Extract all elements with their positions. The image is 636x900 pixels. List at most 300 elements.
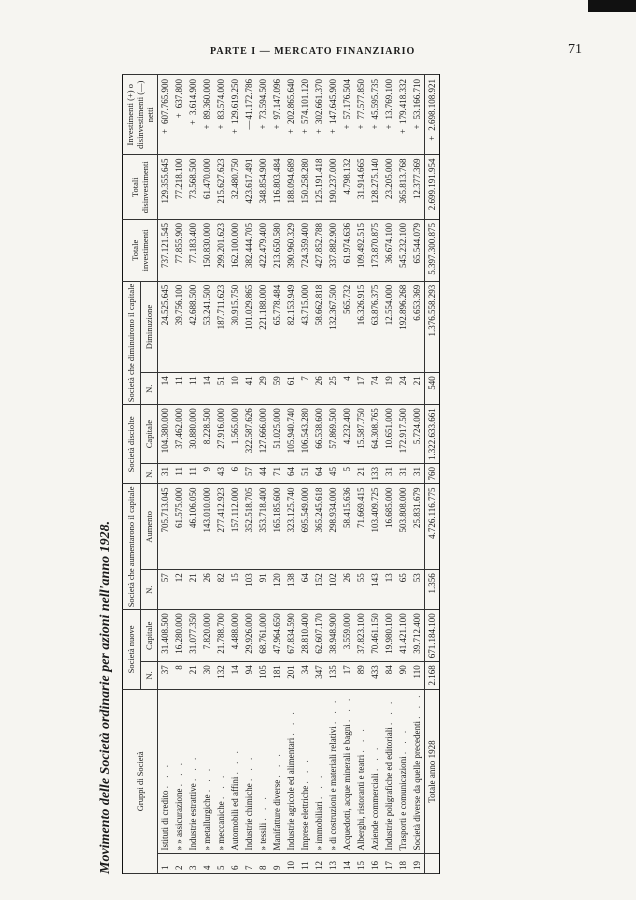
cell-total-disinvestments: 188.094.689 — [284, 155, 298, 220]
cell-new-count: 34 — [298, 662, 312, 689]
cell-increase-count: 21 — [186, 570, 200, 610]
cell-increase-count: 26 — [200, 570, 214, 610]
row-index: 12 — [312, 854, 326, 874]
net-sign: + — [286, 128, 296, 134]
net-sign: + — [384, 124, 394, 130]
cell-increase-count: 91 — [256, 570, 270, 610]
row-index: 17 — [382, 854, 396, 874]
cell-total-investments: 299.201.623 — [214, 219, 228, 281]
row-group-name: Trasporti e comunicazioni . . . — [396, 689, 410, 854]
cell-decrease-amount: 30.915.750 — [228, 281, 242, 373]
cell-new-capital: 62.607.170 — [312, 610, 326, 662]
col-header-groups: Gruppi di Società — [123, 689, 158, 873]
cell-decrease-count: 14 — [158, 373, 173, 405]
table-row — [340, 75, 354, 874]
cell-decrease-count: 7 — [298, 373, 312, 405]
cell-new-capital: 31.408.500 — [158, 610, 173, 662]
cell-new-count: 30 — [200, 662, 214, 689]
row-group-name: Automobili ed affini . . . — [228, 689, 242, 854]
cell-increase-amount: 71.669.415 — [354, 484, 368, 570]
row-group-name: » di costruzioni e materiali relativi . . . — [326, 689, 340, 854]
cell-total-investments: 173.870.875 — [368, 219, 382, 281]
cell-new-capital: 41.421.100 — [396, 610, 410, 662]
table-row — [256, 75, 270, 874]
sub-header-increase: Aumento — [140, 484, 158, 570]
cell-total-investments: 162.100.000 — [228, 219, 242, 281]
table-row — [186, 75, 200, 874]
cell-total-investments: 545.232.100 — [396, 219, 410, 281]
cell-dissolved-capital: 30.880.000 — [186, 405, 200, 464]
cell-decrease-count: 10 — [228, 373, 242, 405]
running-header: PARTE I — MERCATO FINANZIARIO — [210, 46, 416, 57]
cell-decrease-count: 21 — [410, 373, 425, 405]
total-increase-count: 1.356 — [425, 570, 440, 610]
cell-decrease-amount: 82.153.949 — [284, 281, 298, 373]
cell-total-disinvestments: 423.617.491 — [242, 155, 256, 220]
cell-dissolved-capital: 127.666.000 — [256, 405, 270, 464]
cell-decrease-count: 51 — [214, 373, 228, 405]
cell-new-count: 21 — [186, 662, 200, 689]
cell-new-capital: 70.461.150 — [368, 610, 382, 662]
cell-increase-amount: 25.831.679 — [410, 484, 425, 570]
row-group-name: » immobiliari . . . — [312, 689, 326, 854]
cell-increase-count: 55 — [354, 570, 368, 610]
cell-decrease-amount: 24.525.645 — [158, 281, 173, 373]
total-total-investments: 5.397.300.875 — [425, 219, 440, 281]
row-index: 10 — [284, 854, 298, 874]
cell-decrease-amount: 101.029.865 — [242, 281, 256, 373]
cell-increase-amount: 157.112.000 — [228, 484, 242, 570]
cell-increase-count: 120 — [270, 570, 284, 610]
total-net: +2.698.108.921 — [425, 75, 440, 155]
cell-net: +607.765.900 — [158, 75, 173, 155]
cell-net: +147.645.900 — [326, 75, 340, 155]
cell-new-count: 94 — [242, 662, 256, 689]
net-sign: + — [398, 128, 408, 134]
cell-total-disinvestments: 61.470.000 — [200, 155, 214, 220]
total-decrease-amount: 1.376.558.293 — [425, 281, 440, 373]
total-new-count: 2.168 — [425, 662, 440, 689]
total-decrease-count: 540 — [425, 373, 440, 405]
cell-new-capital: 19.980.100 — [382, 610, 396, 662]
row-index: 5 — [214, 854, 228, 874]
cell-total-disinvestments: 12.377.369 — [410, 155, 425, 220]
cell-total-disinvestments: 73.568.500 — [186, 155, 200, 220]
cell-total-disinvestments: 129.355.645 — [158, 155, 173, 220]
cell-net: +77.577.850 — [354, 75, 368, 155]
cell-total-disinvestments: 32.480.750 — [228, 155, 242, 220]
cell-total-disinvestments: 150.258.280 — [298, 155, 312, 220]
cell-total-investments: 427.852.788 — [312, 219, 326, 281]
row-index: 1 — [158, 854, 173, 874]
cell-dissolved-count: 31 — [158, 463, 173, 484]
table-row — [382, 75, 396, 874]
table-row — [228, 75, 242, 874]
cell-dissolved-count: 64 — [284, 463, 298, 484]
row-group-name: Industrie estrattive . . . — [186, 689, 200, 854]
net-sign: + — [216, 124, 226, 130]
table-row — [396, 75, 410, 874]
table-row — [326, 75, 340, 874]
cell-new-count: 17 — [340, 662, 354, 689]
cell-new-count: 8 — [172, 662, 186, 689]
row-index: 19 — [410, 854, 425, 874]
table-total-row — [425, 75, 440, 874]
net-sign: + — [272, 124, 282, 130]
cell-total-investments: 109.492.515 — [354, 219, 368, 281]
cell-net: +89.360.000 — [200, 75, 214, 155]
cell-increase-count: 65 — [396, 570, 410, 610]
col-header-dissolved: Società disciolte — [123, 405, 141, 484]
table-row — [158, 75, 173, 874]
row-group-name: Manifatture diverse . . . — [270, 689, 284, 854]
cell-decrease-count: 26 — [312, 373, 326, 405]
row-index: 7 — [242, 854, 256, 874]
cell-dissolved-count: 31 — [382, 463, 396, 484]
row-index: 16 — [368, 854, 382, 874]
cell-new-capital: 68.761.000 — [256, 610, 270, 662]
cell-total-investments: 77.183.400 — [186, 219, 200, 281]
row-group-name: Alberghi, ristoranti e teatri . . . — [354, 689, 368, 854]
cell-dissolved-count: 133 — [368, 463, 382, 484]
row-group-name: » » assicurazione . . . — [172, 689, 186, 854]
cell-increase-amount: 353.718.400 — [256, 484, 270, 570]
cell-dissolved-count: 11 — [186, 463, 200, 484]
row-group-name: Industrie poligrafiche ed editoriali . . . — [382, 689, 396, 854]
table-row — [312, 75, 326, 874]
cell-dissolved-count: 31 — [396, 463, 410, 484]
cell-dissolved-count: 21 — [354, 463, 368, 484]
cell-decrease-count: 24 — [396, 373, 410, 405]
cell-total-disinvestments: 190.237.000 — [326, 155, 340, 220]
cell-decrease-count: 19 — [382, 373, 396, 405]
cell-dissolved-count: 5 — [340, 463, 354, 484]
net-sign: + — [412, 124, 422, 130]
net-sign: + — [300, 128, 310, 134]
cell-increase-amount: 103.409.725 — [368, 484, 382, 570]
row-group-name: Industrie chimiche . . . — [242, 689, 256, 854]
total-dissolved-capital: 1.322.633.661 — [425, 405, 440, 464]
cell-decrease-amount: 53.241.500 — [200, 281, 214, 373]
cell-new-capital: 3.559.000 — [340, 610, 354, 662]
row-group-name: Aziende commerciali . . . — [368, 689, 382, 854]
cell-new-capital: 37.823.100 — [354, 610, 368, 662]
cell-increase-count: 15 — [228, 570, 242, 610]
row-group-name: Industrie agricole ed alimentari . . . — [284, 689, 298, 854]
cell-net: +57.176.504 — [340, 75, 354, 155]
cell-net: +53.166.710 — [410, 75, 425, 155]
cell-increase-count: 143 — [368, 570, 382, 610]
cell-total-investments: 150.830.000 — [200, 219, 214, 281]
cell-increase-amount: 352.518.705 — [242, 484, 256, 570]
cell-new-count: 89 — [354, 662, 368, 689]
cell-total-disinvestments: 125.191.418 — [312, 155, 326, 220]
cell-total-investments: 737.121.545 — [158, 219, 173, 281]
cell-decrease-count: 29 — [256, 373, 270, 405]
cell-new-count: 135 — [326, 662, 340, 689]
cell-decrease-count: 59 — [270, 373, 284, 405]
cell-decrease-amount: 221.188.000 — [256, 281, 270, 373]
cell-increase-amount: 298.934.000 — [326, 484, 340, 570]
cell-dissolved-capital: 105.940.740 — [284, 405, 298, 464]
net-sign: + — [160, 128, 170, 134]
row-index: 11 — [298, 854, 312, 874]
row-index: 14 — [340, 854, 354, 874]
cell-total-disinvestments: 77.218.100 — [172, 155, 186, 220]
rotated-table-block — [98, 74, 592, 874]
cell-dissolved-count: 6 — [228, 463, 242, 484]
cell-total-investments: 422.479.400 — [256, 219, 270, 281]
row-index: 9 — [270, 854, 284, 874]
net-sign: + — [370, 124, 380, 130]
sub-header-decrease: Diminuzione — [140, 281, 158, 373]
cell-dissolved-capital: 106.543.280 — [298, 405, 312, 464]
cell-dissolved-capital: 322.587.626 — [242, 405, 256, 464]
cell-net: +13.769.100 — [382, 75, 396, 155]
cell-new-capital: 16.280.000 — [172, 610, 186, 662]
col-header-total-disinv: Totali disinvestimenti — [123, 155, 158, 220]
cell-net: +302.661.370 — [312, 75, 326, 155]
cell-decrease-count: 61 — [284, 373, 298, 405]
cell-decrease-amount: 42.688.500 — [186, 281, 200, 373]
cell-total-investments: 61.974.636 — [340, 219, 354, 281]
table-row — [284, 75, 298, 874]
cell-new-count: 14 — [228, 662, 242, 689]
col-header-net: Investimenti (+) o disinvestimenti (—) netti — [123, 75, 158, 155]
cell-decrease-amount: 63.876.375 — [368, 281, 382, 373]
net-sign: + — [342, 124, 352, 130]
cell-new-count: 37 — [158, 662, 173, 689]
row-index: 3 — [186, 854, 200, 874]
cell-increase-amount: 58.415.636 — [340, 484, 354, 570]
cell-new-count: 90 — [396, 662, 410, 689]
cell-new-capital: 28.810.400 — [298, 610, 312, 662]
row-index: 2 — [172, 854, 186, 874]
table-row — [214, 75, 228, 874]
cell-dissolved-capital: 4.232.400 — [340, 405, 354, 464]
cell-decrease-count: 41 — [242, 373, 256, 405]
cell-increase-count: 103 — [242, 570, 256, 610]
cell-dissolved-count: 11 — [172, 463, 186, 484]
row-group-name: Istituti di credito . . . — [158, 689, 173, 854]
cell-new-capital: 29.926.000 — [242, 610, 256, 662]
cell-decrease-count: 11 — [172, 373, 186, 405]
cell-new-capital: 47.964.650 — [270, 610, 284, 662]
cell-decrease-amount: 43.715.000 — [298, 281, 312, 373]
table-row — [298, 75, 312, 874]
cell-increase-amount: 323.125.740 — [284, 484, 298, 570]
cell-total-disinvestments: 215.627.623 — [214, 155, 228, 220]
cell-new-capital: 7.820.000 — [200, 610, 214, 662]
table-row — [172, 75, 186, 874]
cell-increase-amount: 165.185.600 — [270, 484, 284, 570]
cell-total-investments: 390.960.329 — [284, 219, 298, 281]
cell-dissolved-capital: 104.380.000 — [158, 405, 173, 464]
cell-net: +97.147.096 — [270, 75, 284, 155]
cell-dissolved-count: 43 — [214, 463, 228, 484]
cell-net: +574.101.120 — [298, 75, 312, 155]
cell-total-disinvestments: 31.914.665 — [354, 155, 368, 220]
cell-total-investments: 382.444.705 — [242, 219, 256, 281]
cell-net: —41.172.786 — [242, 75, 256, 155]
cell-new-count: 105 — [256, 662, 270, 689]
cell-new-capital: 38.948.900 — [326, 610, 340, 662]
cell-increase-count: 53 — [410, 570, 425, 610]
net-sign: + — [202, 124, 212, 130]
cell-dissolved-capital: 15.587.750 — [354, 405, 368, 464]
net-sign: + — [356, 124, 366, 130]
cell-increase-count: 102 — [326, 570, 340, 610]
cell-total-investments: 724.359.400 — [298, 219, 312, 281]
row-index: 8 — [256, 854, 270, 874]
cell-total-investments: 65.544.079 — [410, 219, 425, 281]
cell-new-count: 84 — [382, 662, 396, 689]
row-group-name: Imprese elettriche . . . — [298, 689, 312, 854]
cell-total-disinvestments: 128.275.140 — [368, 155, 382, 220]
cell-new-count: 132 — [214, 662, 228, 689]
cell-dissolved-capital: 27.916.000 — [214, 405, 228, 464]
col-header-new: Società nuove — [123, 610, 141, 689]
total-increase-amount: 4.726.116.775 — [425, 484, 440, 570]
net-sign: + — [328, 128, 338, 134]
cell-total-investments: 36.674.100 — [382, 219, 396, 281]
cell-dissolved-count: 9 — [200, 463, 214, 484]
sub-header-n: N. — [140, 662, 158, 689]
cell-dissolved-capital: 8.228.500 — [200, 405, 214, 464]
net-sign: + — [174, 113, 184, 119]
cell-net: +83.574.000 — [214, 75, 228, 155]
cell-new-capital: 31.077.350 — [186, 610, 200, 662]
cell-total-investments: 337.882.900 — [326, 219, 340, 281]
cell-decrease-amount: 187.711.623 — [214, 281, 228, 373]
cell-decrease-count: 4 — [340, 373, 354, 405]
cell-decrease-count: 74 — [368, 373, 382, 405]
cell-decrease-count: 17 — [354, 373, 368, 405]
cell-total-disinvestments: 4.798.132 — [340, 155, 354, 220]
cell-dissolved-count: 45 — [326, 463, 340, 484]
cell-new-count: 110 — [410, 662, 425, 689]
cell-increase-amount: 16.685.000 — [382, 484, 396, 570]
cell-new-count: 181 — [270, 662, 284, 689]
cell-increase-count: 138 — [284, 570, 298, 610]
cell-total-investments: 77.855.900 — [172, 219, 186, 281]
cell-new-count: 347 — [312, 662, 326, 689]
cell-new-count: 201 — [284, 662, 298, 689]
cell-net: +202.865.640 — [284, 75, 298, 155]
cell-increase-count: 64 — [298, 570, 312, 610]
cell-net: +129.619.250 — [228, 75, 242, 155]
cell-increase-amount: 46.106.050 — [186, 484, 200, 570]
cell-net: +3.614.900 — [186, 75, 200, 155]
cell-increase-count: 12 — [172, 570, 186, 610]
cell-increase-count: 152 — [312, 570, 326, 610]
cell-decrease-amount: 65.778.484 — [270, 281, 284, 373]
row-group-name: » tessili . . . — [256, 689, 270, 854]
cell-new-capital: 67.834.590 — [284, 610, 298, 662]
cell-decrease-amount: 6.653.369 — [410, 281, 425, 373]
row-group-name: Società diverse da quelle precedenti . . . — [410, 689, 425, 854]
cell-increase-count: 57 — [158, 570, 173, 610]
row-index: 4 — [200, 854, 214, 874]
cell-total-disinvestments: 116.803.484 — [270, 155, 284, 220]
row-group-name: » meccaniche . . . — [214, 689, 228, 854]
row-index: 6 — [228, 854, 242, 874]
row-index: 13 — [326, 854, 340, 874]
col-header-decrease: Società che diminuirono il capitale — [123, 281, 141, 405]
col-header-total-inv: Totale investimenti — [123, 219, 158, 281]
cell-dissolved-count: 71 — [270, 463, 284, 484]
cell-dissolved-count: 51 — [298, 463, 312, 484]
cell-dissolved-capital: 1.565.000 — [228, 405, 242, 464]
cell-decrease-count: 25 — [326, 373, 340, 405]
cell-dissolved-capital: 37.462.000 — [172, 405, 186, 464]
table-row — [410, 75, 425, 874]
row-group-name: Acquedotti, acque minerali e bagni . . . — [340, 689, 354, 854]
table-title: Movimento delle Società ordinarie per azioni nell'anno 1928. — [98, 520, 113, 874]
cell-decrease-amount: 132.367.500 — [326, 281, 340, 373]
cell-decrease-amount: 39.756.100 — [172, 281, 186, 373]
cell-dissolved-capital: 5.724.000 — [410, 405, 425, 464]
cell-increase-count: 82 — [214, 570, 228, 610]
net-sign: + — [258, 124, 268, 130]
cell-increase-amount: 695.549.000 — [298, 484, 312, 570]
cell-dissolved-capital: 57.869.500 — [326, 405, 340, 464]
cell-total-disinvestments: 348.854.900 — [256, 155, 270, 220]
total-total-disinvestments: 2.699.191.954 — [425, 155, 440, 220]
cell-new-count: 433 — [368, 662, 382, 689]
net-sign: + — [314, 128, 324, 134]
table-row — [354, 75, 368, 874]
cell-dissolved-capital: 10.651.000 — [382, 405, 396, 464]
cell-increase-count: 13 — [382, 570, 396, 610]
sub-header-n: N. — [140, 373, 158, 405]
table-row — [200, 75, 214, 874]
cell-total-disinvestments: 365.813.768 — [396, 155, 410, 220]
row-group-name: » metallurgiche . . . — [200, 689, 214, 854]
cell-decrease-count: 11 — [186, 373, 200, 405]
cell-total-disinvestments: 23.205.000 — [382, 155, 396, 220]
cell-new-capital: 39.712.400 — [410, 610, 425, 662]
cell-dissolved-capital: 172.917.500 — [396, 405, 410, 464]
cell-dissolved-capital: 51.025.000 — [270, 405, 284, 464]
cell-new-capital: 4.488.000 — [228, 610, 242, 662]
cell-increase-amount: 365.245.618 — [312, 484, 326, 570]
cell-net: +45.595.735 — [368, 75, 382, 155]
table-row — [270, 75, 284, 874]
table-row — [242, 75, 256, 874]
cell-net: +73.594.500 — [256, 75, 270, 155]
cell-increase-amount: 143.010.000 — [200, 484, 214, 570]
row-index: 15 — [354, 854, 368, 874]
sub-header-n: N. — [140, 463, 158, 484]
sub-header-n: N. — [140, 570, 158, 610]
cell-net: +179.418.332 — [396, 75, 410, 155]
cell-decrease-amount: 58.662.818 — [312, 281, 326, 373]
cell-increase-count: 26 — [340, 570, 354, 610]
cell-decrease-amount: 192.896.268 — [396, 281, 410, 373]
col-header-increase: Società che aumentarono il capitale — [123, 484, 141, 610]
net-sign: — — [244, 120, 254, 130]
cell-dissolved-capital: 64.308.765 — [368, 405, 382, 464]
cell-total-investments: 213.650.580 — [270, 219, 284, 281]
total-new-capital: 671.184.100 — [425, 610, 440, 662]
cell-decrease-amount: 12.554.000 — [382, 281, 396, 373]
table-row — [368, 75, 382, 874]
cell-increase-amount: 61.575.000 — [172, 484, 186, 570]
cell-decrease-count: 14 — [200, 373, 214, 405]
net-sign: + — [188, 119, 198, 125]
total-label: Totale anno 1928 — [425, 689, 440, 854]
